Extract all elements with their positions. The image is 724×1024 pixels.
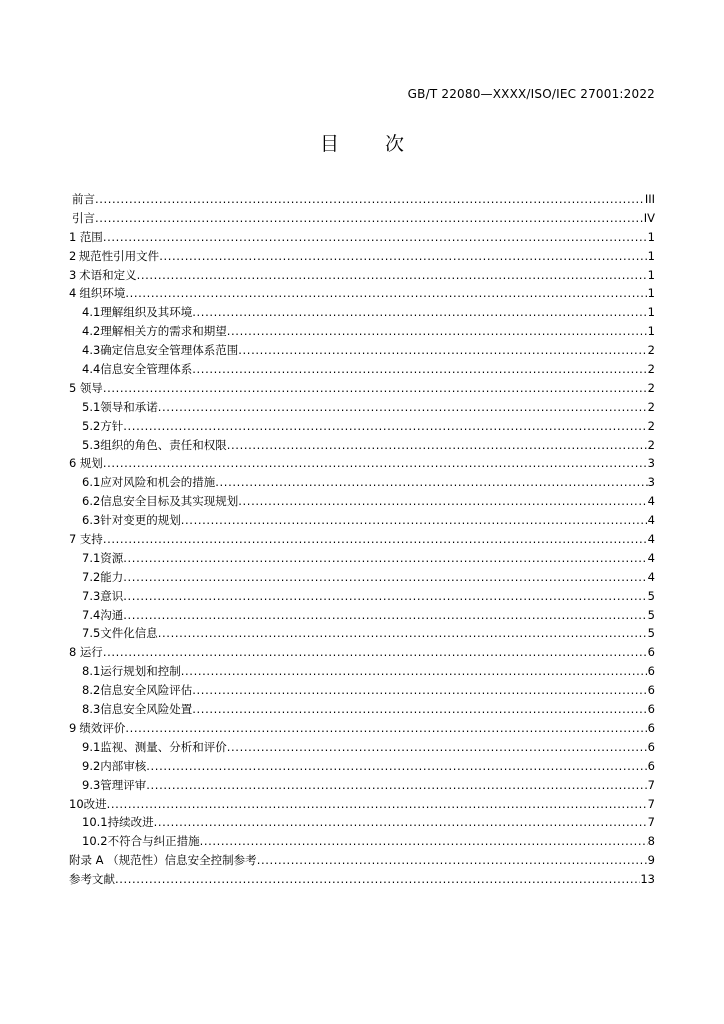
toc-entry-label: 运行规划和控制 bbox=[100, 664, 181, 679]
toc-entry[interactable] bbox=[69, 341, 655, 360]
toc-entry-number: 8.1 bbox=[82, 664, 101, 679]
toc-entry-number: 6 bbox=[69, 456, 77, 471]
toc-entry-number: 10 bbox=[69, 796, 84, 811]
toc-leader-dots bbox=[158, 624, 648, 643]
toc-entry-number: 8.3 bbox=[82, 702, 101, 717]
toc-entry[interactable] bbox=[69, 379, 655, 398]
toc-entry-number: 4.3 bbox=[82, 343, 101, 358]
toc-entry-number: 6.2 bbox=[82, 494, 101, 509]
toc-leader-dots bbox=[192, 303, 647, 322]
toc-entry-label: 方针 bbox=[100, 418, 124, 433]
toc-entry-page: 1 bbox=[647, 324, 655, 339]
toc-leader-dots bbox=[215, 473, 647, 492]
toc-entry-number: 10.1 bbox=[82, 815, 108, 830]
toc-leader-dots bbox=[257, 851, 648, 870]
toc-entry-number: 7.1 bbox=[82, 550, 101, 565]
toc-entry-page: 7 bbox=[647, 777, 655, 792]
toc-entry-page: 6 bbox=[647, 645, 655, 660]
toc-entry-label: 范围 bbox=[79, 229, 103, 244]
toc-entry-page: 4 bbox=[647, 569, 655, 584]
toc-entry-label: 理解相关方的需求和期望 bbox=[100, 324, 227, 339]
toc-entry[interactable] bbox=[69, 454, 655, 473]
toc-entry-number: 9.3 bbox=[82, 777, 101, 792]
toc-entry-page: 6 bbox=[647, 683, 655, 698]
toc-entry-number: 10.2 bbox=[82, 834, 108, 849]
toc-leader-dots bbox=[238, 492, 647, 511]
toc-entry-page: 9 bbox=[647, 853, 655, 868]
toc-entry-number: 5.2 bbox=[82, 418, 101, 433]
toc-entry-label: 理解组织及其环境 bbox=[100, 305, 193, 320]
toc-entry-page: 4 bbox=[647, 513, 655, 528]
toc-leader-dots bbox=[146, 757, 647, 776]
toc-entry-label: 参考文献 bbox=[69, 872, 115, 887]
toc-entry-label: 术语和定义 bbox=[79, 267, 137, 282]
toc-entry-label: 持续改进 bbox=[107, 815, 154, 830]
toc-entry-label: 信息安全目标及其实现规划 bbox=[100, 494, 239, 509]
toc-entry[interactable] bbox=[69, 228, 655, 247]
toc-entry-label: 信息安全风险评估 bbox=[100, 683, 193, 698]
toc-leader-dots bbox=[159, 247, 647, 266]
toc-entry-page: 6 bbox=[647, 702, 655, 717]
toc-entry-label: 沟通 bbox=[100, 607, 124, 622]
toc-entry-page: 3 bbox=[647, 456, 655, 471]
toc-entry-label: 不符合与纠正措施 bbox=[107, 834, 200, 849]
toc-entry-page: 4 bbox=[647, 532, 655, 547]
toc-entry-page: 2 bbox=[647, 380, 655, 395]
toc-entry-page: 5 bbox=[647, 607, 655, 622]
toc-entry-label: 针对变更的规划 bbox=[100, 513, 181, 528]
toc-leader-dots bbox=[125, 284, 647, 303]
toc-entry-number: 7.5 bbox=[82, 626, 101, 641]
toc-leader-dots bbox=[146, 776, 647, 795]
toc-entry-number: 3 bbox=[69, 267, 77, 282]
toc-entry[interactable] bbox=[69, 606, 655, 625]
toc-entry[interactable] bbox=[69, 700, 655, 719]
toc-leader-dots bbox=[103, 454, 648, 473]
toc-leader-dots bbox=[123, 549, 647, 568]
toc-entry[interactable] bbox=[69, 284, 655, 303]
toc-entry-page: 8 bbox=[647, 834, 655, 849]
toc-entry-label: 监视、测量、分析和评价 bbox=[100, 739, 227, 754]
toc-leader-dots bbox=[123, 606, 647, 625]
toc-entry[interactable] bbox=[69, 757, 655, 776]
toc-leader-dots bbox=[95, 190, 645, 209]
toc-leader-dots bbox=[227, 436, 648, 455]
toc-entry[interactable] bbox=[69, 247, 655, 266]
toc-entry-number: 9 bbox=[69, 720, 77, 735]
toc-entry[interactable] bbox=[69, 813, 655, 832]
toc-entry-label: 组织环境 bbox=[79, 286, 126, 301]
toc-leader-dots bbox=[137, 266, 648, 285]
toc-entry[interactable] bbox=[69, 832, 655, 851]
toc-entry-page: 7 bbox=[647, 796, 655, 811]
toc-leader-dots bbox=[123, 587, 647, 606]
toc-entry[interactable] bbox=[69, 303, 655, 322]
toc-entry[interactable] bbox=[69, 662, 655, 681]
toc-entry-page: 6 bbox=[647, 720, 655, 735]
toc-entry-number: 8.2 bbox=[82, 683, 101, 698]
toc-leader-dots bbox=[125, 719, 647, 738]
toc-entry[interactable] bbox=[69, 795, 655, 814]
toc-entry[interactable] bbox=[69, 436, 655, 455]
toc-entry-label: 规范性引用文件 bbox=[78, 248, 160, 263]
toc-leader-dots bbox=[192, 360, 647, 379]
standard-code: GB/T 22080—XXXX/ISO/IEC 27001:2022 bbox=[407, 87, 655, 101]
toc-leader-dots bbox=[154, 813, 648, 832]
toc-entry-page: 4 bbox=[647, 494, 655, 509]
toc-entry[interactable] bbox=[69, 738, 655, 757]
toc-entry-page: 2 bbox=[647, 362, 655, 377]
toc-entry[interactable] bbox=[69, 511, 655, 530]
toc-entry[interactable] bbox=[69, 417, 655, 436]
toc-leader-dots bbox=[200, 832, 648, 851]
toc-entry-page: 1 bbox=[647, 286, 655, 301]
toc-entry-label: 管理评审 bbox=[100, 777, 147, 792]
toc-leader-dots bbox=[227, 322, 648, 341]
toc-leader-dots bbox=[103, 228, 648, 247]
toc-entry-label: 领导和承诺 bbox=[100, 399, 158, 414]
toc-entry-page: 1 bbox=[647, 248, 655, 263]
toc-entry[interactable] bbox=[69, 190, 655, 209]
toc-leader-dots bbox=[95, 209, 644, 228]
toc-entry-label: 组织的角色、责任和权限 bbox=[100, 437, 227, 452]
toc-entry-number: 1 bbox=[69, 229, 77, 244]
toc-entry[interactable] bbox=[69, 209, 655, 228]
toc-entry[interactable] bbox=[69, 643, 655, 662]
toc-entry[interactable] bbox=[69, 587, 655, 606]
toc-leader-dots bbox=[107, 795, 648, 814]
toc-entry-number: 5.1 bbox=[82, 399, 101, 414]
toc-entry-label: 领导 bbox=[79, 380, 103, 395]
toc-leader-dots bbox=[103, 530, 648, 549]
toc-entry-page: 13 bbox=[640, 872, 655, 887]
toc-entry-number: 7 bbox=[69, 532, 77, 547]
toc-entry-label: 运行 bbox=[79, 645, 103, 660]
toc-entry[interactable] bbox=[69, 624, 655, 643]
toc-entry-number: 7.4 bbox=[82, 607, 101, 622]
table-of-contents bbox=[69, 190, 655, 889]
toc-leader-dots bbox=[181, 662, 648, 681]
toc-entry-page: 6 bbox=[647, 739, 655, 754]
toc-entry-number: 7.3 bbox=[82, 588, 101, 603]
toc-entry[interactable] bbox=[69, 530, 655, 549]
toc-entry[interactable] bbox=[69, 870, 655, 889]
toc-leader-dots bbox=[103, 379, 648, 398]
toc-entry-number: 4.2 bbox=[82, 324, 101, 339]
toc-entry-label: 内部审核 bbox=[100, 758, 147, 773]
toc-entry-label: 支持 bbox=[79, 532, 103, 547]
toc-entry-number: 7.2 bbox=[82, 569, 101, 584]
toc-leader-dots bbox=[123, 568, 647, 587]
toc-entry[interactable] bbox=[69, 266, 655, 285]
toc-entry-number: 8 bbox=[69, 645, 77, 660]
toc-entry-page: 1 bbox=[647, 267, 655, 282]
toc-entry-label: 规划 bbox=[79, 456, 103, 471]
toc-entry-label: 资源 bbox=[100, 550, 124, 565]
toc-entry[interactable] bbox=[69, 776, 655, 795]
toc-entry-page: III bbox=[644, 192, 655, 206]
toc-entry-page: 1 bbox=[647, 229, 655, 244]
toc-leader-dots bbox=[192, 700, 647, 719]
toc-entry-page: 4 bbox=[647, 550, 655, 565]
toc-entry-label: 改进 bbox=[83, 796, 107, 811]
toc-entry-number: 4.4 bbox=[82, 362, 101, 377]
toc-entry-page: 2 bbox=[647, 437, 655, 452]
toc-entry-number: 4 bbox=[69, 286, 77, 301]
toc-entry-label: 文件化信息 bbox=[100, 626, 158, 641]
toc-leader-dots bbox=[158, 398, 648, 417]
toc-entry-label: 应对风险和机会的措施 bbox=[100, 475, 216, 490]
toc-entry[interactable] bbox=[69, 492, 655, 511]
toc-entry-label: 确定信息安全管理体系范围 bbox=[100, 343, 239, 358]
toc-entry-number: 2 bbox=[69, 248, 77, 263]
toc-entry-number: 9.2 bbox=[82, 758, 101, 773]
toc-leader-dots bbox=[123, 417, 647, 436]
toc-entry-number: 5.3 bbox=[82, 437, 101, 452]
toc-entry-page: 3 bbox=[647, 475, 655, 490]
toc-entry-number: 4.1 bbox=[82, 305, 101, 320]
page-title: 目 次 bbox=[319, 133, 425, 155]
toc-entry-page: 2 bbox=[647, 418, 655, 433]
toc-entry[interactable] bbox=[69, 398, 655, 417]
toc-entry-label: 引言 bbox=[72, 210, 95, 225]
toc-leader-dots bbox=[115, 870, 640, 889]
toc-leader-dots bbox=[238, 341, 647, 360]
toc-entry-label: 附录 A （规范性）信息安全控制参考 bbox=[69, 853, 257, 868]
toc-entry[interactable] bbox=[69, 681, 655, 700]
toc-leader-dots bbox=[103, 643, 648, 662]
toc-entry-page: 6 bbox=[647, 758, 655, 773]
toc-leader-dots bbox=[181, 511, 648, 530]
toc-entry-number: 6.1 bbox=[82, 475, 101, 490]
toc-entry-page: 6 bbox=[647, 664, 655, 679]
toc-entry-page: 7 bbox=[647, 815, 655, 830]
toc-entry[interactable] bbox=[69, 549, 655, 568]
toc-entry[interactable] bbox=[69, 851, 655, 870]
toc-entry-label: 绩效评价 bbox=[79, 720, 126, 735]
toc-entry-label: 信息安全风险处置 bbox=[100, 702, 193, 717]
toc-entry-number: 9.1 bbox=[82, 739, 101, 754]
toc-entry-number: 5 bbox=[69, 380, 77, 395]
toc-leader-dots bbox=[192, 681, 647, 700]
toc-entry-page: 5 bbox=[647, 588, 655, 603]
toc-entry-label: 能力 bbox=[100, 569, 124, 584]
toc-entry-label: 信息安全管理体系 bbox=[100, 362, 193, 377]
toc-entry-page: 2 bbox=[647, 399, 655, 414]
toc-entry-page: 2 bbox=[647, 343, 655, 358]
toc-entry-page: 5 bbox=[647, 626, 655, 641]
toc-entry[interactable] bbox=[69, 719, 655, 738]
toc-entry[interactable] bbox=[69, 568, 655, 587]
toc-entry[interactable] bbox=[69, 473, 655, 492]
toc-entry-number: 6.3 bbox=[82, 513, 101, 528]
toc-entry-page: IV bbox=[643, 210, 655, 225]
toc-entry-page: 1 bbox=[647, 305, 655, 320]
toc-leader-dots bbox=[227, 738, 648, 757]
toc-entry-label: 前言 bbox=[72, 192, 95, 206]
toc-entry[interactable] bbox=[69, 360, 655, 379]
toc-entry[interactable] bbox=[69, 322, 655, 341]
toc-entry-label: 意识 bbox=[100, 588, 124, 603]
